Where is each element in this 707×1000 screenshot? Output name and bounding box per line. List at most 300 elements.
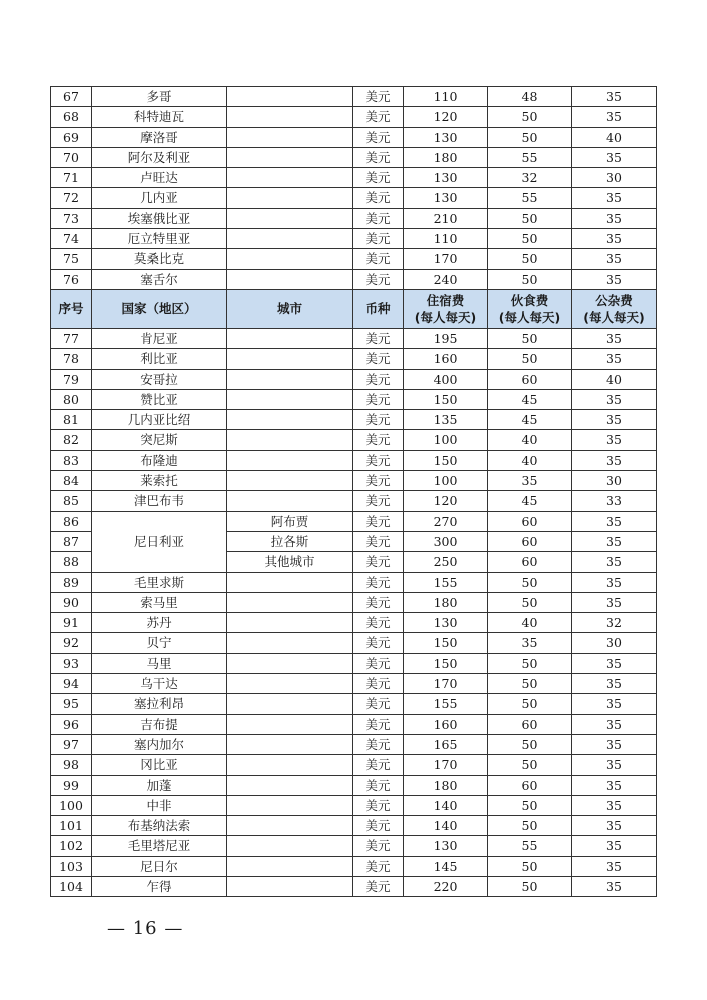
cell-city <box>227 795 353 815</box>
table-row <box>51 775 657 795</box>
header-seq: 序号 <box>51 289 92 328</box>
cell-meals: 50 <box>488 229 572 249</box>
cell-currency: 美元 <box>353 168 404 188</box>
cell-lodging: 155 <box>404 572 488 592</box>
cell-meals: 60 <box>488 714 572 734</box>
cell-misc: 35 <box>572 531 657 551</box>
cell-misc: 35 <box>572 795 657 815</box>
cell-lodging: 110 <box>404 87 488 107</box>
cell-currency: 美元 <box>353 613 404 633</box>
cell-seq: 93 <box>51 653 92 673</box>
cell-meals: 50 <box>488 755 572 775</box>
table-row <box>51 856 657 876</box>
cell-currency: 美元 <box>353 229 404 249</box>
cell-misc: 35 <box>572 816 657 836</box>
cell-misc: 32 <box>572 613 657 633</box>
cell-country: 加蓬 <box>92 775 227 795</box>
cell-lodging: 210 <box>404 208 488 228</box>
cell-seq: 102 <box>51 836 92 856</box>
cell-lodging: 120 <box>404 107 488 127</box>
table-row <box>51 633 657 653</box>
cell-country: 埃塞俄比亚 <box>92 208 227 228</box>
cell-country: 津巴布韦 <box>92 491 227 511</box>
cell-city <box>227 389 353 409</box>
cell-seq: 104 <box>51 876 92 896</box>
table-row <box>51 389 657 409</box>
cell-lodging: 100 <box>404 471 488 491</box>
cell-lodging: 150 <box>404 389 488 409</box>
table-row <box>51 572 657 592</box>
cell-country: 马里 <box>92 653 227 673</box>
cell-meals: 50 <box>488 653 572 673</box>
cell-lodging: 130 <box>404 188 488 208</box>
cell-lodging: 195 <box>404 328 488 348</box>
cell-seq: 78 <box>51 349 92 369</box>
cell-meals: 55 <box>488 147 572 167</box>
table-header-row <box>51 289 657 328</box>
cell-country: 突尼斯 <box>92 430 227 450</box>
cell-country: 几内亚比绍 <box>92 410 227 430</box>
header-country: 国家（地区） <box>92 289 227 328</box>
table-row <box>51 269 657 289</box>
cell-meals: 50 <box>488 269 572 289</box>
cell-lodging: 250 <box>404 552 488 572</box>
cell-misc: 35 <box>572 389 657 409</box>
cell-meals: 32 <box>488 168 572 188</box>
cell-meals: 50 <box>488 816 572 836</box>
cell-meals: 60 <box>488 369 572 389</box>
cell-seq: 89 <box>51 572 92 592</box>
cell-seq: 98 <box>51 755 92 775</box>
cell-meals: 50 <box>488 734 572 754</box>
table-row <box>51 430 657 450</box>
cell-city <box>227 349 353 369</box>
cell-misc: 33 <box>572 491 657 511</box>
cell-misc: 35 <box>572 714 657 734</box>
cell-city <box>227 188 353 208</box>
cell-country: 布基纳法索 <box>92 816 227 836</box>
cell-seq: 83 <box>51 450 92 470</box>
cell-seq: 69 <box>51 127 92 147</box>
header-meals: 伙食费 (每人每天) <box>488 289 572 328</box>
cell-seq: 94 <box>51 674 92 694</box>
cell-seq: 72 <box>51 188 92 208</box>
cell-meals: 45 <box>488 389 572 409</box>
cell-country: 厄立特里亚 <box>92 229 227 249</box>
cell-currency: 美元 <box>353 249 404 269</box>
cell-seq: 103 <box>51 856 92 876</box>
cell-country: 多哥 <box>92 87 227 107</box>
table-row <box>51 816 657 836</box>
cell-country: 布隆迪 <box>92 450 227 470</box>
table-row <box>51 349 657 369</box>
table-row <box>51 511 657 531</box>
cell-currency: 美元 <box>353 572 404 592</box>
cell-lodging: 130 <box>404 127 488 147</box>
cell-country: 塞内加尔 <box>92 734 227 754</box>
table-row <box>51 653 657 673</box>
cell-currency: 美元 <box>353 734 404 754</box>
cell-lodging: 100 <box>404 430 488 450</box>
cell-country: 吉布提 <box>92 714 227 734</box>
cell-meals: 60 <box>488 531 572 551</box>
cell-city <box>227 816 353 836</box>
cell-lodging: 140 <box>404 816 488 836</box>
cell-currency: 美元 <box>353 107 404 127</box>
cell-misc: 35 <box>572 694 657 714</box>
cell-country: 几内亚 <box>92 188 227 208</box>
cell-country: 冈比亚 <box>92 755 227 775</box>
cell-seq: 82 <box>51 430 92 450</box>
cell-seq: 70 <box>51 147 92 167</box>
cell-lodging: 120 <box>404 491 488 511</box>
table-row <box>51 755 657 775</box>
cell-city <box>227 410 353 430</box>
cell-currency: 美元 <box>353 188 404 208</box>
cell-misc: 35 <box>572 249 657 269</box>
table-row <box>51 107 657 127</box>
cell-currency: 美元 <box>353 430 404 450</box>
cell-city <box>227 856 353 876</box>
cell-city <box>227 369 353 389</box>
cell-lodging: 130 <box>404 836 488 856</box>
cell-misc: 35 <box>572 734 657 754</box>
cell-city <box>227 775 353 795</box>
cell-seq: 71 <box>51 168 92 188</box>
cell-seq: 86 <box>51 511 92 531</box>
cell-misc: 40 <box>572 369 657 389</box>
cell-misc: 35 <box>572 653 657 673</box>
cell-misc: 35 <box>572 410 657 430</box>
cell-currency: 美元 <box>353 127 404 147</box>
cell-meals: 50 <box>488 856 572 876</box>
cell-meals: 35 <box>488 633 572 653</box>
cell-city: 拉各斯 <box>227 531 353 551</box>
cell-city: 阿布贾 <box>227 511 353 531</box>
cell-seq: 74 <box>51 229 92 249</box>
cell-misc: 30 <box>572 471 657 491</box>
cell-currency: 美元 <box>353 653 404 673</box>
cell-city <box>227 734 353 754</box>
cell-misc: 35 <box>572 208 657 228</box>
cell-lodging: 270 <box>404 511 488 531</box>
cell-city <box>227 107 353 127</box>
cell-country: 尼日利亚 <box>92 511 227 572</box>
cell-misc: 35 <box>572 592 657 612</box>
table-row <box>51 592 657 612</box>
cell-currency: 美元 <box>353 269 404 289</box>
cell-lodging: 145 <box>404 856 488 876</box>
cell-lodging: 130 <box>404 168 488 188</box>
cell-seq: 85 <box>51 491 92 511</box>
cell-currency: 美元 <box>353 816 404 836</box>
table-row <box>51 674 657 694</box>
cell-currency: 美元 <box>353 208 404 228</box>
cell-lodging: 240 <box>404 269 488 289</box>
cell-lodging: 170 <box>404 674 488 694</box>
cell-lodging: 400 <box>404 369 488 389</box>
cell-country: 科特迪瓦 <box>92 107 227 127</box>
cell-city <box>227 674 353 694</box>
cell-seq: 91 <box>51 613 92 633</box>
table-row <box>51 229 657 249</box>
cell-currency: 美元 <box>353 410 404 430</box>
table-body <box>51 87 657 897</box>
table-row <box>51 694 657 714</box>
cell-city <box>227 450 353 470</box>
cell-meals: 55 <box>488 836 572 856</box>
cell-meals: 50 <box>488 694 572 714</box>
cell-lodging: 150 <box>404 450 488 470</box>
cell-misc: 35 <box>572 674 657 694</box>
cell-country: 贝宁 <box>92 633 227 653</box>
table-row <box>51 410 657 430</box>
cell-country: 中非 <box>92 795 227 815</box>
cell-meals: 35 <box>488 471 572 491</box>
cell-lodging: 170 <box>404 755 488 775</box>
cell-seq: 90 <box>51 592 92 612</box>
cell-seq: 75 <box>51 249 92 269</box>
cell-city <box>227 229 353 249</box>
cell-misc: 35 <box>572 856 657 876</box>
cell-lodging: 140 <box>404 795 488 815</box>
cell-seq: 81 <box>51 410 92 430</box>
cell-meals: 45 <box>488 491 572 511</box>
cell-seq: 67 <box>51 87 92 107</box>
table-row <box>51 836 657 856</box>
cell-seq: 99 <box>51 775 92 795</box>
header-currency: 币种 <box>353 289 404 328</box>
cell-currency: 美元 <box>353 511 404 531</box>
cell-currency: 美元 <box>353 876 404 896</box>
table-row <box>51 328 657 348</box>
cell-lodging: 155 <box>404 694 488 714</box>
cell-currency: 美元 <box>353 674 404 694</box>
cell-meals: 50 <box>488 876 572 896</box>
cell-city <box>227 633 353 653</box>
cell-seq: 79 <box>51 369 92 389</box>
table-row <box>51 87 657 107</box>
cell-country: 乌干达 <box>92 674 227 694</box>
cell-seq: 73 <box>51 208 92 228</box>
cell-country: 阿尔及利亚 <box>92 147 227 167</box>
table-row <box>51 168 657 188</box>
cell-seq: 95 <box>51 694 92 714</box>
cell-seq: 92 <box>51 633 92 653</box>
cell-meals: 50 <box>488 572 572 592</box>
cell-currency: 美元 <box>353 836 404 856</box>
cell-country: 莫桑比克 <box>92 249 227 269</box>
cell-meals: 60 <box>488 775 572 795</box>
cell-city <box>227 714 353 734</box>
cell-city <box>227 168 353 188</box>
cell-lodging: 160 <box>404 714 488 734</box>
cell-seq: 101 <box>51 816 92 836</box>
cell-meals: 60 <box>488 552 572 572</box>
cell-lodging: 160 <box>404 349 488 369</box>
cell-currency: 美元 <box>353 755 404 775</box>
cell-lodging: 150 <box>404 633 488 653</box>
cell-currency: 美元 <box>353 389 404 409</box>
cell-city <box>227 836 353 856</box>
cell-misc: 30 <box>572 168 657 188</box>
cell-seq: 76 <box>51 269 92 289</box>
cell-lodging: 150 <box>404 653 488 673</box>
cell-lodging: 170 <box>404 249 488 269</box>
cell-misc: 35 <box>572 552 657 572</box>
cell-country: 乍得 <box>92 876 227 896</box>
cell-lodging: 130 <box>404 613 488 633</box>
cell-city <box>227 147 353 167</box>
cell-city <box>227 249 353 269</box>
cell-lodging: 110 <box>404 229 488 249</box>
cell-misc: 35 <box>572 450 657 470</box>
cell-meals: 50 <box>488 127 572 147</box>
cell-city <box>227 208 353 228</box>
cell-currency: 美元 <box>353 633 404 653</box>
cell-lodging: 300 <box>404 531 488 551</box>
cell-meals: 50 <box>488 208 572 228</box>
cell-meals: 60 <box>488 511 572 531</box>
header-city: 城市 <box>227 289 353 328</box>
cell-city <box>227 572 353 592</box>
cell-meals: 50 <box>488 592 572 612</box>
cell-currency: 美元 <box>353 552 404 572</box>
cell-misc: 35 <box>572 107 657 127</box>
cell-misc: 35 <box>572 775 657 795</box>
cell-country: 苏丹 <box>92 613 227 633</box>
cell-city <box>227 876 353 896</box>
cell-lodging: 165 <box>404 734 488 754</box>
cell-currency: 美元 <box>353 349 404 369</box>
cell-seq: 84 <box>51 471 92 491</box>
cell-city <box>227 430 353 450</box>
page-number: — 16 — <box>107 918 184 939</box>
cell-city <box>227 471 353 491</box>
cell-currency: 美元 <box>353 795 404 815</box>
cell-country: 莱索托 <box>92 471 227 491</box>
cell-misc: 35 <box>572 87 657 107</box>
expense-table-container <box>50 86 656 897</box>
cell-misc: 35 <box>572 188 657 208</box>
table-row <box>51 147 657 167</box>
cell-city <box>227 653 353 673</box>
cell-meals: 50 <box>488 249 572 269</box>
table-row <box>51 127 657 147</box>
cell-seq: 96 <box>51 714 92 734</box>
expense-standards-table <box>50 86 657 897</box>
cell-currency: 美元 <box>353 87 404 107</box>
cell-misc: 35 <box>572 572 657 592</box>
cell-meals: 40 <box>488 430 572 450</box>
header-lodging: 住宿费 (每人每天) <box>404 289 488 328</box>
cell-country: 摩洛哥 <box>92 127 227 147</box>
cell-city <box>227 328 353 348</box>
cell-lodging: 135 <box>404 410 488 430</box>
cell-city <box>227 127 353 147</box>
cell-city <box>227 694 353 714</box>
cell-meals: 55 <box>488 188 572 208</box>
cell-currency: 美元 <box>353 369 404 389</box>
cell-currency: 美元 <box>353 491 404 511</box>
table-row <box>51 369 657 389</box>
cell-misc: 35 <box>572 511 657 531</box>
cell-misc: 35 <box>572 229 657 249</box>
cell-meals: 50 <box>488 328 572 348</box>
cell-city <box>227 755 353 775</box>
table-row <box>51 208 657 228</box>
cell-country: 尼日尔 <box>92 856 227 876</box>
cell-lodging: 180 <box>404 775 488 795</box>
table-row <box>51 491 657 511</box>
cell-country: 肯尼亚 <box>92 328 227 348</box>
cell-misc: 35 <box>572 755 657 775</box>
cell-currency: 美元 <box>353 147 404 167</box>
cell-country: 卢旺达 <box>92 168 227 188</box>
header-misc: 公杂费 (每人每天) <box>572 289 657 328</box>
cell-misc: 35 <box>572 349 657 369</box>
cell-city <box>227 613 353 633</box>
table-row <box>51 471 657 491</box>
cell-lodging: 180 <box>404 592 488 612</box>
cell-misc: 35 <box>572 836 657 856</box>
cell-currency: 美元 <box>353 714 404 734</box>
cell-seq: 88 <box>51 552 92 572</box>
cell-country: 塞舌尔 <box>92 269 227 289</box>
cell-misc: 35 <box>572 876 657 896</box>
cell-currency: 美元 <box>353 856 404 876</box>
cell-seq: 68 <box>51 107 92 127</box>
cell-currency: 美元 <box>353 592 404 612</box>
cell-seq: 97 <box>51 734 92 754</box>
cell-lodging: 180 <box>404 147 488 167</box>
cell-meals: 50 <box>488 349 572 369</box>
table-row <box>51 249 657 269</box>
cell-misc: 35 <box>572 147 657 167</box>
cell-country: 塞拉利昂 <box>92 694 227 714</box>
table-row <box>51 714 657 734</box>
cell-city <box>227 269 353 289</box>
cell-currency: 美元 <box>353 531 404 551</box>
table-row <box>51 734 657 754</box>
cell-meals: 40 <box>488 613 572 633</box>
cell-country: 索马里 <box>92 592 227 612</box>
table-row <box>51 795 657 815</box>
cell-misc: 35 <box>572 328 657 348</box>
cell-country: 安哥拉 <box>92 369 227 389</box>
table-row <box>51 613 657 633</box>
cell-seq: 87 <box>51 531 92 551</box>
cell-meals: 40 <box>488 450 572 470</box>
cell-misc: 30 <box>572 633 657 653</box>
table-row <box>51 188 657 208</box>
cell-misc: 35 <box>572 269 657 289</box>
cell-country: 赞比亚 <box>92 389 227 409</box>
cell-country: 毛里塔尼亚 <box>92 836 227 856</box>
cell-meals: 50 <box>488 107 572 127</box>
cell-meals: 50 <box>488 795 572 815</box>
cell-misc: 40 <box>572 127 657 147</box>
cell-meals: 48 <box>488 87 572 107</box>
cell-seq: 77 <box>51 328 92 348</box>
table-row <box>51 876 657 896</box>
cell-meals: 50 <box>488 674 572 694</box>
cell-city <box>227 592 353 612</box>
cell-seq: 100 <box>51 795 92 815</box>
cell-misc: 35 <box>572 430 657 450</box>
cell-country: 利比亚 <box>92 349 227 369</box>
cell-lodging: 220 <box>404 876 488 896</box>
